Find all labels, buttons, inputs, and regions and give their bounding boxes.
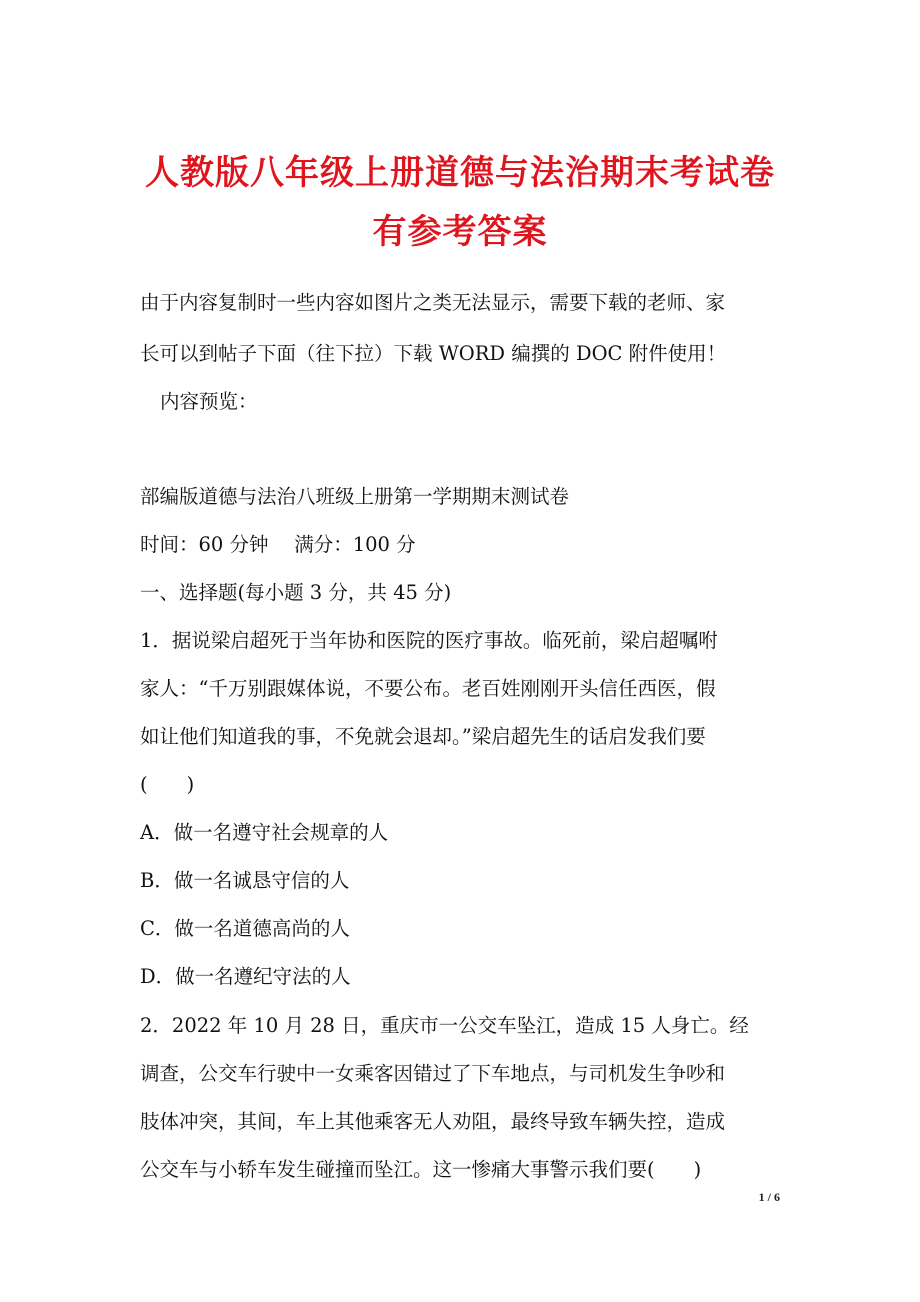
preview-label: 内容预览： (160, 390, 258, 413)
question-1-line-2: 家人：“千万别跟媒体说，不要公布。老百姓刚刚开头信任西医，假 (140, 677, 716, 700)
section-heading: 一、选择题(每小题 3 分，共 45 分) (140, 581, 452, 604)
document-title-line-2: 有参考答案 (372, 212, 548, 252)
question-2-line-2: 调查，公交车行驶中一女乘客因错过了下车地点，与司机发生争吵和 (140, 1062, 726, 1085)
question-1-option-c: C．做一名道德高尚的人 (140, 917, 350, 940)
time-info: 时间：60 分钟 满分：100 分 (140, 533, 416, 556)
question-2-line-3: 肢体冲突，其间，车上其他乘客无人劝阻，最终导致车辆失控，造成 (140, 1110, 726, 1133)
question-1-option-d: D．做一名遵纪守法的人 (140, 965, 351, 988)
question-2-line-1: 2．2022 年 10 月 28 日，重庆市一公交车坠江，造成 15 人身亡。经 (140, 1014, 749, 1037)
question-1-line-4: ( ) (140, 773, 195, 796)
exam-title: 部编版道德与法治八班级上册第一学期期末测试卷 (140, 485, 570, 508)
question-1-option-b: B．做一名诚恳守信的人 (140, 869, 350, 892)
intro-line-1: 由于内容复制时一些内容如图片之类无法显示，需要下载的老师、家 (140, 291, 726, 314)
question-2-line-4: 公交车与小轿车发生碰撞而坠江。这一惨痛大事警示我们要( ) (140, 1158, 702, 1181)
question-1-option-a: A．做一名遵守社会规章的人 (140, 821, 389, 844)
intro-line-2: 长可以到帖子下面（往下拉）下载 WORD 编撰的 DOC 附件使用！ (140, 342, 727, 365)
question-1-line-3: 如让他们知道我的事，不免就会退却。”梁启超先生的话启发我们要 (140, 725, 706, 748)
page-number: 1 / 6 (758, 1190, 780, 1204)
question-1-line-1: 1．据说梁启超死于当年协和医院的医疗事故。临死前，梁启超嘱咐 (140, 629, 718, 652)
document-title-line-1: 人教版八年级上册道德与法治期末考试卷 (145, 153, 775, 193)
